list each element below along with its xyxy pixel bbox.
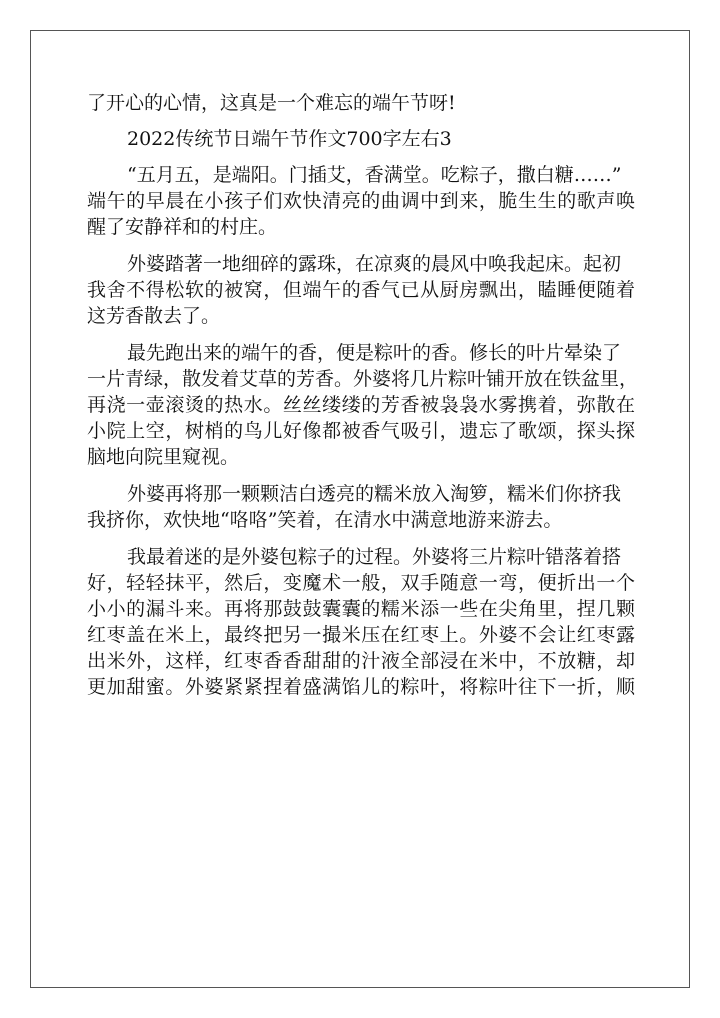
text-line: 我最着迷的是外婆包粽子的过程。外婆将三片粽叶错落着搭 bbox=[127, 546, 622, 568]
text-line: 醒了安静祥和的村庄。 bbox=[87, 216, 278, 238]
continuation-paragraph bbox=[87, 90, 635, 116]
text-line: 了开心的心情，这真是一个难忘的端午节呀! bbox=[87, 92, 456, 114]
text-line: 小小的漏斗来。再将那鼓鼓囊囊的糯米添一些在尖角里，捏几颗 bbox=[87, 598, 635, 620]
paragraph-1 bbox=[87, 162, 635, 240]
text-line: 外婆踏著一地细碎的露珠，在凉爽的晨风中唤我起床。起初 bbox=[127, 253, 622, 275]
essay-heading bbox=[87, 126, 635, 152]
paragraph-2 bbox=[87, 251, 635, 329]
text-line: 我挤你，欢快地“咯咯”笑着，在清水中满意地游来游去。 bbox=[87, 509, 563, 531]
text-line: 外婆再将那一颗颗洁白透亮的糯米放入淘箩，糯米们你挤我 bbox=[127, 483, 622, 505]
text-line: 更加甜蜜。外婆紧紧捏着盛满馅儿的粽叶，将粽叶往下一折，顺 bbox=[87, 676, 635, 698]
document-body bbox=[87, 90, 639, 711]
text-line: 好，轻轻抹平，然后，变魔术一般，双手随意一弯，便折出一个 bbox=[87, 572, 635, 594]
text-line: 最先跑出来的端午的香，便是粽叶的香。修长的叶片晕染了 bbox=[127, 342, 622, 364]
text-line: 再浇一壶滚烫的热水。丝丝缕缕的芳香被袅袅水雾携着，弥散在 bbox=[87, 394, 635, 416]
text-line: 我舍不得松软的被窝，但端午的香气已从厨房飘出，瞌睡便随着 bbox=[87, 279, 635, 301]
paragraph-3 bbox=[87, 340, 639, 470]
heading-text: 2022传统节日端午节作文700字左右3 bbox=[127, 128, 452, 150]
text-line: 红枣盖在米上，最终把另一撮米压在红枣上。外婆不会让红枣露 bbox=[87, 624, 635, 646]
text-line: 一片青绿，散发着艾草的芳香。外婆将几片粽叶铺开放在铁盆里， bbox=[87, 368, 639, 390]
text-line: “五月五，是端阳。门插艾，香满堂。吃粽子，撒白糖……” bbox=[127, 164, 622, 186]
text-line: 脑地向院里窥视。 bbox=[87, 446, 240, 468]
text-line: 出米外，这样，红枣香香甜甜的汁液全部浸在米中，不放糖，却 bbox=[87, 650, 635, 672]
text-line: 端午的早晨在小孩子们欢快清亮的曲调中到来，脆生生的歌声唤 bbox=[87, 190, 635, 212]
paragraph-4 bbox=[87, 481, 635, 533]
paragraph-5 bbox=[87, 544, 635, 700]
text-line: 小院上空，树梢的鸟儿好像都被香气吸引，遗忘了歌颂，探头探 bbox=[87, 420, 635, 442]
text-line: 这芳香散去了。 bbox=[87, 305, 221, 327]
